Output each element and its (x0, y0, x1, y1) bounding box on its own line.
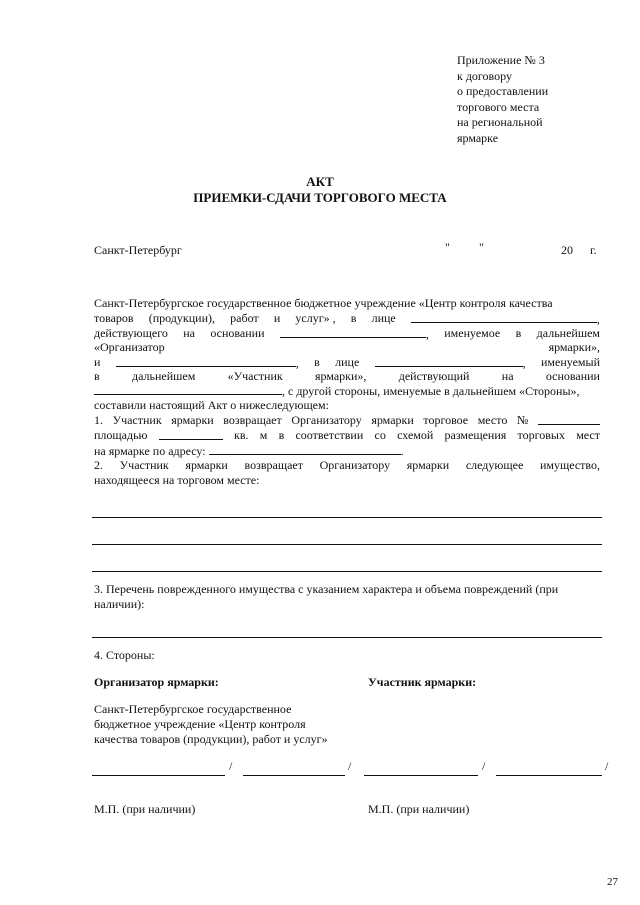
body-line: наличии): (94, 597, 145, 611)
body-line: 3. Перечень поврежденного имущества с указанием характера и объема повреждений (при (94, 582, 559, 596)
body-text: ярмарки (171, 413, 214, 427)
body-text: ярмарки», (548, 340, 600, 354)
body-line (94, 428, 600, 443)
date-quote-open: " (445, 240, 450, 254)
body-text: Участник (119, 458, 169, 472)
participant-signature-line[interactable] (364, 775, 478, 776)
address-field[interactable] (209, 443, 401, 455)
body-line: 4. Стороны: (94, 648, 155, 662)
participant-heading: Участник ярмарки: (368, 675, 477, 689)
appendix-note (457, 53, 548, 146)
body-text: 2. (94, 458, 103, 472)
document-subtitle: ПРИЕМКИ-СДАЧИ ТОРГОВОГО МЕСТА (193, 190, 447, 205)
body-line (94, 383, 580, 399)
body-text: услуг» (295, 311, 330, 325)
date-quote-close: " (479, 240, 484, 254)
body-text: основании (210, 326, 265, 340)
body-text: действующего (94, 326, 168, 340)
body-text: в (515, 326, 522, 340)
body-text: товаров (94, 311, 134, 325)
body-line (94, 369, 600, 384)
body-text: схемой (397, 428, 434, 442)
body-line (94, 340, 600, 355)
participant-name-field[interactable] (116, 355, 296, 367)
stamp-left: М.П. (при наличии) (94, 802, 196, 816)
body-text: лице (335, 355, 360, 369)
body-text: возвращает (244, 458, 303, 472)
body-text: , (332, 311, 336, 325)
body-text: соответствии (295, 428, 364, 442)
organizer-signature-line[interactable] (92, 775, 225, 776)
property-line[interactable] (92, 571, 602, 572)
body-text: Организатору (319, 458, 391, 472)
basis-field[interactable] (280, 326, 426, 338)
body-text: ярмарки (185, 458, 228, 472)
body-text: «Организатор (94, 340, 165, 354)
body-text: № (516, 413, 529, 427)
body-text: Санкт-Петербургское государственное бюджетное учреждение «Центр контроля качества (94, 296, 553, 310)
signature-slash: / (605, 759, 609, 773)
appendix-line: ярмарке (457, 130, 499, 145)
body-text: со (374, 428, 386, 442)
body-text: именуемое (444, 326, 501, 340)
organizer-name-line: качества товаров (продукции), работ и услуг» (94, 732, 328, 746)
participant-basis-field[interactable] (94, 383, 282, 395)
body-text: торговых (517, 428, 565, 442)
body-text: размещения (444, 428, 507, 442)
body-text: мест (576, 428, 600, 442)
organizer-name-decode-line[interactable] (243, 775, 345, 776)
body-text: ярмарки (406, 458, 450, 472)
body-text: работ (230, 311, 259, 325)
appendix-line: к договору (457, 68, 512, 83)
body-text: ярмарки (371, 413, 414, 427)
body-text: «Участник (227, 369, 283, 383)
body-text: в (94, 369, 100, 383)
body-text: и (273, 311, 281, 325)
organizer-name-line: бюджетное учреждение «Центр контроля (94, 717, 306, 731)
body-text: на (501, 369, 514, 383)
appendix-line: торгового места (457, 99, 540, 114)
city: Санкт-Петербург (94, 243, 182, 257)
body-text: м (259, 428, 268, 442)
participant-representative-field[interactable] (375, 355, 523, 367)
body-text: в (278, 428, 285, 442)
place-number-field[interactable] (538, 413, 600, 425)
body-text: 1. (94, 413, 103, 427)
participant-name-decode-line[interactable] (496, 775, 602, 776)
signature-slash: / (229, 759, 233, 773)
stamp-right: М.П. (при наличии) (368, 802, 470, 816)
area-field[interactable] (159, 428, 223, 440)
body-text: на (183, 326, 195, 340)
body-text: (продукции), (148, 311, 216, 325)
representative-field[interactable] (411, 311, 597, 323)
property-line[interactable] (92, 544, 602, 545)
body-line: составили настоящий Акт о нижеследующем: (94, 398, 329, 412)
body-text: дальнейшем (131, 369, 196, 383)
body-text: следующее (465, 458, 524, 472)
appendix-line: Приложение № 3 (457, 53, 545, 67)
signature-slash: / (482, 759, 486, 773)
property-line[interactable] (92, 517, 602, 518)
body-text: именуемый (540, 355, 600, 369)
body-text: Участник (112, 413, 162, 427)
body-text: , (522, 356, 526, 370)
body-line (94, 443, 404, 459)
organizer-name-line: Санкт-Петербургское государственное (94, 702, 292, 716)
body-text: Организатору (291, 413, 362, 427)
year-prefix: 20 (561, 243, 573, 257)
year-suffix: г. (590, 243, 597, 257)
body-text: в (314, 355, 320, 369)
body-text: основании (545, 369, 600, 383)
body-text: торговое (423, 413, 469, 427)
body-text: действующий (398, 369, 470, 383)
damage-line[interactable] (92, 637, 602, 638)
body-text: место (477, 413, 508, 427)
body-line (94, 296, 600, 311)
body-text: ярмарки», (315, 369, 367, 383)
body-text: лице (371, 311, 396, 325)
signature-slash: / (348, 759, 352, 773)
body-text: , с другой стороны, именуемые в дальнейшем «Стороны», (282, 384, 580, 398)
body-text: возвращает (223, 413, 282, 427)
page-number: 27 (607, 876, 618, 888)
body-line (94, 458, 600, 473)
body-text: , (295, 356, 299, 370)
body-text: в (350, 311, 357, 325)
body-text: имущество, (539, 458, 600, 472)
body-text: площадью (94, 428, 148, 442)
appendix-line: о предоставлении (457, 84, 549, 98)
organizer-heading: Организатор ярмарки: (94, 675, 219, 689)
body-line: находящееся на торговом месте: (94, 473, 260, 487)
document-title: АКТ (306, 174, 334, 189)
body-text: на ярмарке по адресу: (94, 444, 206, 458)
body-line (94, 413, 600, 428)
body-text: . (400, 444, 404, 458)
body-line: товаров (продукции), работ и услуг» , в лице , (94, 311, 600, 326)
body-text: и (94, 355, 101, 369)
body-text: дальнейшем (536, 326, 600, 340)
body-text: кв. (234, 428, 249, 442)
body-text: , (425, 327, 429, 341)
appendix-line: на региональной (457, 115, 543, 129)
